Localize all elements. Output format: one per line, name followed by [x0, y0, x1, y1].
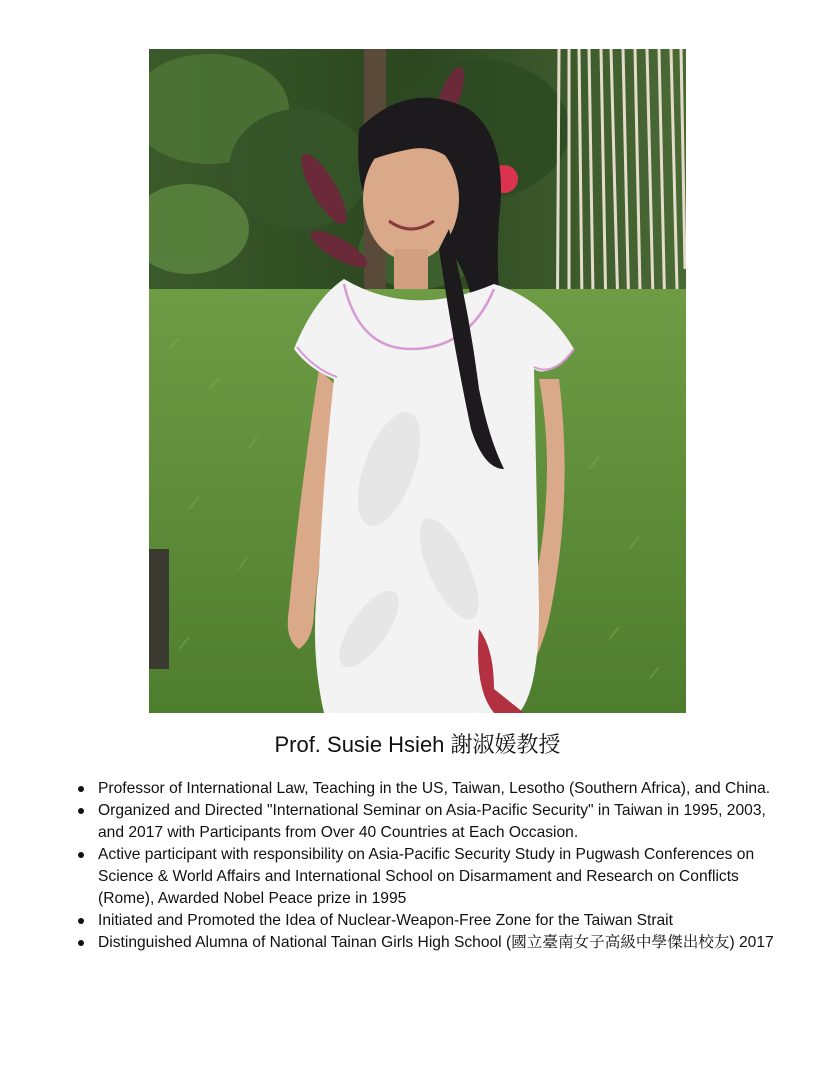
bio-list — [76, 778, 784, 954]
portrait-illustration — [149, 49, 686, 713]
neck — [394, 249, 428, 289]
white-dress — [294, 279, 574, 713]
bio-item: Organized and Directed "International Seminar on Asia-Pacific Security" in Taiwan in 1995, 2003, and 2017 with Participants from Over 40 Countries at Each Occasion. — [76, 800, 784, 844]
bio-item: Active participant with responsibility on Asia-Pacific Security Study in Pugwash Conferences on Science & World Affairs and International School on Disarmament and Research on Conflicts (Rome), Awarded Nobel Peace prize in 1995 — [76, 844, 784, 910]
name-caption: Prof. Susie Hsieh 謝淑媛教授 — [274, 732, 561, 757]
bio-item: Initiated and Promoted the Idea of Nuclear-Weapon-Free Zone for the Taiwan Strait — [76, 910, 784, 932]
post — [149, 549, 169, 669]
bio-item: Distinguished Alumna of National Tainan Girls High School (國立臺南女子高級中學傑出校友) 2017 — [76, 932, 784, 954]
portrait-photo — [149, 49, 686, 713]
bio-item: Professor of International Law, Teaching in the US, Taiwan, Lesotho (Southern Africa), and China. — [76, 778, 784, 800]
